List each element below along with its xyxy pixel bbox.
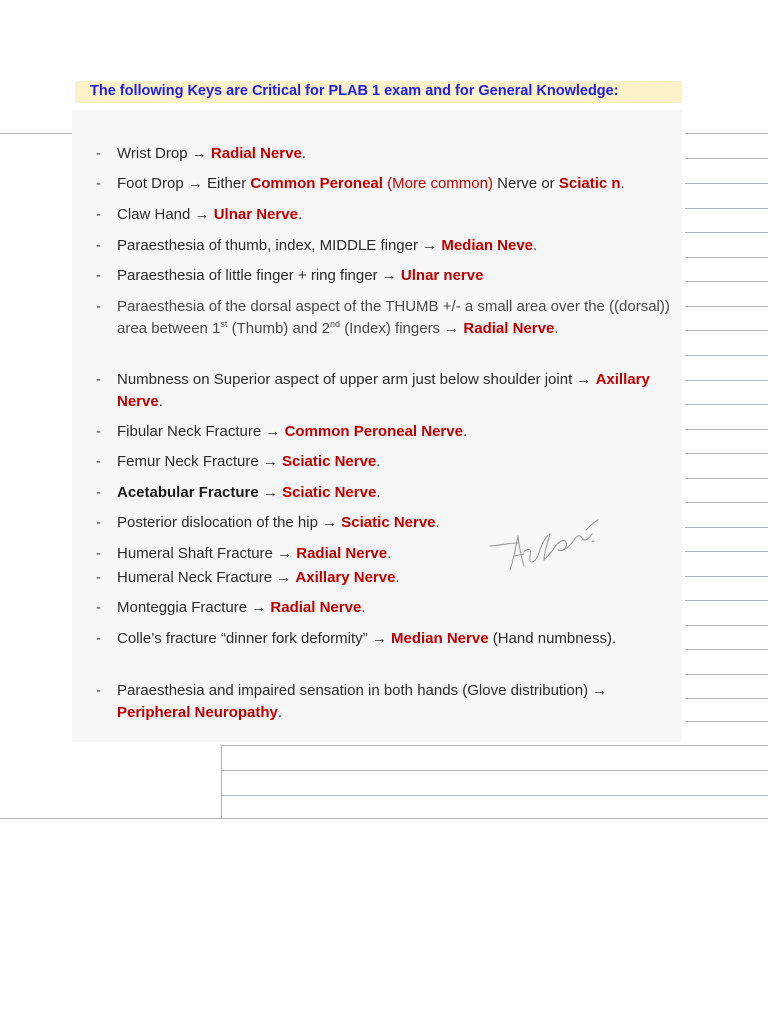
right-rule: [685, 721, 768, 722]
condition-text: Paraesthesia and impaired sensation in both hands (Glove distribution): [117, 682, 589, 699]
arrow-icon: →: [576, 371, 592, 388]
condition-text: Colle’s fracture “dinner fork deformity”: [117, 630, 368, 647]
left-rule: [0, 133, 72, 134]
right-rule: [685, 306, 768, 307]
bullet-dash: -: [96, 237, 101, 254]
arrow-icon: →: [265, 423, 281, 440]
bullet-dash: -: [96, 145, 101, 162]
right-rule: [685, 453, 768, 454]
condition-text: Paraesthesia of thumb, index, MIDDLE finger: [117, 237, 418, 254]
bullet-dash: -: [96, 371, 101, 388]
right-rule: [685, 551, 768, 552]
arrow-icon: →: [276, 569, 292, 586]
right-rule: [685, 649, 768, 650]
table-row: [222, 795, 768, 796]
condition-text: Humeral Neck Fracture: [117, 569, 273, 586]
right-rule: [685, 478, 768, 479]
bullet-dash: -: [96, 682, 101, 699]
item-suffix: .: [554, 319, 559, 337]
nerve-label: Sciatic n: [558, 175, 621, 192]
item-suffix: .: [395, 569, 400, 586]
arrow-icon: →: [381, 267, 397, 284]
right-rule: [685, 208, 768, 209]
right-rule: [685, 330, 768, 331]
nerve-label: Axillary Nerve: [117, 371, 650, 410]
nerve-label: Radial Nerve: [210, 145, 302, 162]
item-suffix: .: [435, 514, 440, 531]
bullet-dash: -: [96, 599, 101, 616]
nerve-label: Ulnar Nerve: [213, 206, 298, 223]
arrow-icon: →: [444, 319, 460, 337]
item-connector: Either: [207, 175, 247, 192]
item-suffix: .: [376, 453, 381, 470]
right-rule: [685, 133, 768, 134]
arrow-icon: →: [592, 682, 608, 699]
nerve-label: Radial Nerve: [270, 599, 362, 616]
right-rule: [685, 158, 768, 159]
item-suffix: .: [158, 392, 163, 410]
arrow-icon: →: [322, 514, 338, 531]
item-suffix: (Hand numbness).: [492, 630, 617, 647]
bullet-dash: -: [96, 423, 101, 440]
right-rule: [685, 502, 768, 503]
signature-image: [488, 512, 600, 574]
nerve-label: Median Neve: [441, 237, 534, 254]
right-rule: [685, 674, 768, 675]
right-rule: [685, 281, 768, 282]
arrow-icon: →: [187, 175, 203, 192]
arrow-icon: →: [251, 599, 267, 616]
nerve-label: Sciatic Nerve: [341, 514, 436, 531]
arrow-icon: →: [262, 453, 278, 470]
bullet-dash: -: [96, 175, 101, 192]
condition-text: (Index) fingers: [344, 319, 441, 337]
item-suffix: .: [533, 237, 538, 254]
ordinal-suffix: st: [220, 318, 228, 329]
bullet-dash: -: [96, 206, 101, 223]
item-suffix: .: [297, 206, 303, 223]
right-rule: [685, 232, 768, 233]
condition-text: Paraesthesia of little finger + ring finger: [117, 267, 378, 284]
right-rule: [685, 355, 768, 356]
table-row: [222, 770, 768, 771]
bullet-dash: -: [96, 453, 101, 470]
condition-text: Monteggia Fracture: [117, 599, 248, 616]
arrow-icon: →: [422, 237, 438, 254]
item-suffix: .: [462, 423, 468, 440]
condition-text: Paraesthesia of the dorsal aspect of the THUMB +/- a small area over the ((dorsal)) area between 1: [117, 298, 670, 337]
arrow-icon: →: [262, 484, 278, 501]
nerve-label: Radial Nerve: [296, 545, 388, 562]
arrow-icon: →: [194, 206, 210, 223]
empty-table: [221, 745, 768, 819]
nerve-note: (More common): [387, 175, 493, 192]
item-suffix: .: [620, 175, 625, 192]
nerve-label: Peripheral Neuropathy: [117, 703, 278, 721]
bullet-dash: -: [96, 514, 101, 531]
bullet-dash: -: [96, 569, 101, 586]
ordinal-suffix: nd: [330, 318, 341, 329]
bullet-dash: -: [96, 545, 101, 562]
right-rule: [685, 257, 768, 258]
condition-text: Wrist Drop: [117, 145, 188, 162]
right-rule: [685, 576, 768, 577]
nerve-label: Axillary Nerve: [295, 569, 396, 586]
right-rule: [685, 698, 768, 699]
nerve-label: Ulnar nerve: [400, 267, 484, 284]
page-title: The following Keys are Critical for PLAB 1 exam and for General Knowledge:: [90, 83, 619, 99]
nerve-label: Sciatic Nerve: [282, 453, 377, 470]
item-suffix: .: [361, 599, 366, 616]
right-rule: [685, 183, 768, 184]
arrow-icon: →: [371, 630, 387, 647]
item-connector: Nerve or: [497, 175, 555, 192]
nerve-label: Sciatic Nerve: [282, 484, 377, 501]
item-suffix: .: [277, 703, 283, 721]
nerve-label: Median Nerve: [391, 630, 489, 647]
right-rule: [685, 404, 768, 405]
arrow-icon: →: [191, 145, 207, 162]
condition-text: Humeral Shaft Fracture: [117, 545, 273, 562]
condition-text: Posterior dislocation of the hip: [117, 514, 318, 531]
bullet-dash: -: [96, 484, 101, 501]
condition-text: Fibular Neck Fracture: [117, 423, 262, 440]
item-suffix: .: [376, 484, 381, 501]
right-rule: [685, 600, 768, 601]
nerve-label: Common Peroneal: [250, 175, 383, 192]
condition-text: Acetabular Fracture: [117, 484, 259, 501]
right-rule: [685, 625, 768, 626]
condition-text: Femur Neck Fracture: [117, 453, 259, 470]
nerve-label: Common Peroneal Nerve: [284, 423, 463, 440]
right-rule: [685, 380, 768, 381]
item-suffix: .: [387, 545, 392, 562]
condition-text: Numbness on Superior aspect of upper arm just below shoulder joint: [117, 371, 573, 388]
bullet-dash: -: [96, 267, 101, 284]
condition-text: (Thumb) and 2: [231, 319, 330, 337]
bullet-dash: -: [96, 630, 101, 647]
bullet-dash: -: [96, 298, 101, 315]
bottom-rule: [0, 818, 768, 819]
condition-text: Foot Drop: [117, 175, 184, 192]
nerve-label: Radial Nerve: [463, 319, 555, 337]
condition-text: Claw Hand: [117, 206, 191, 223]
right-rule: [685, 527, 768, 528]
item-suffix: .: [301, 145, 306, 162]
arrow-icon: →: [277, 545, 293, 562]
right-rule: [685, 429, 768, 430]
